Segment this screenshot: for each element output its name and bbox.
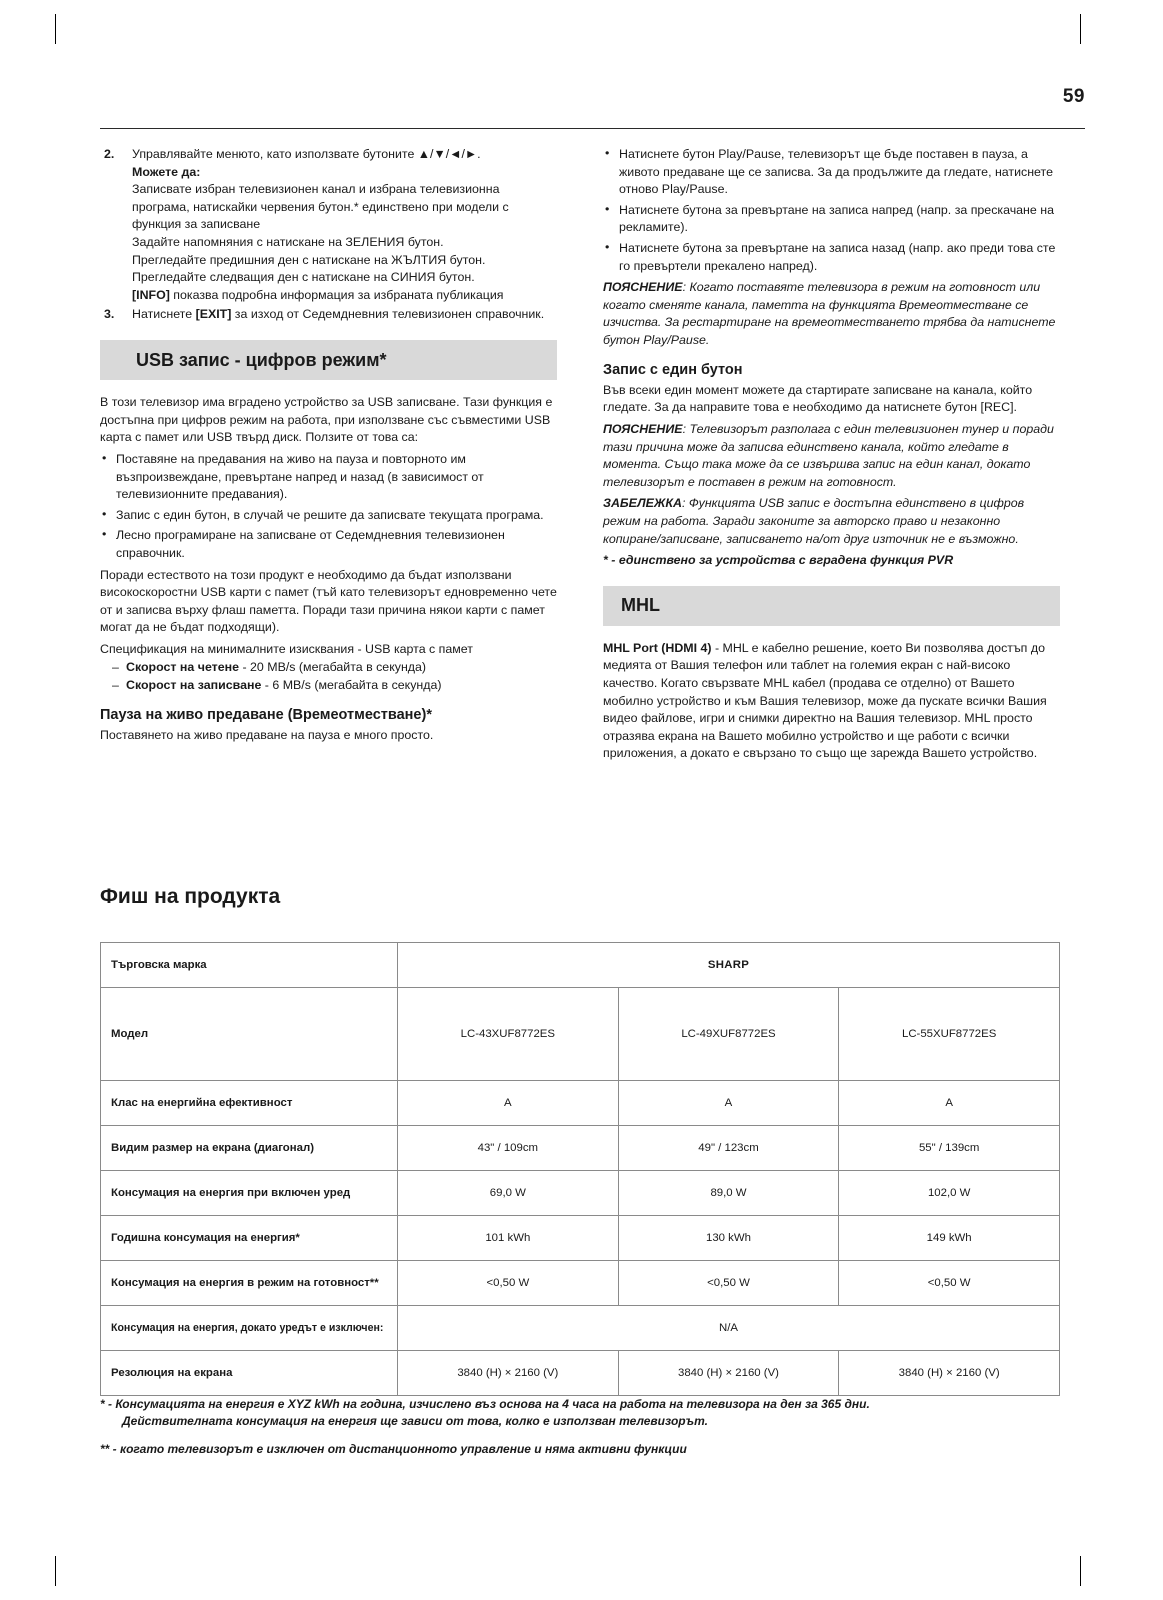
usb-intro: В този телевизор има вградено устройство за USB записване. Тази функция е достъпна при цифров режим на работа, при използване със съвместими USB карта с памет или USB твърд диск. Ползите от това са:	[100, 395, 553, 445]
row-value: A	[839, 1081, 1060, 1126]
step-2-line-3: Прегледайте предишния ден с натискане на ЖЪЛТИЯ бутон.	[132, 252, 486, 267]
model-value-3: LC-55XUF8772ES	[839, 988, 1060, 1081]
write-speed-value: - 6 MB/s (мегабайта в секунда)	[261, 678, 442, 693]
row-label: Видим размер на екрана (диагонал)	[101, 1126, 398, 1171]
list-item	[112, 677, 557, 695]
two-column-body	[100, 146, 1060, 767]
right-column	[603, 146, 1060, 767]
step-2-line-2: Задайте напомняния с натискане на ЗЕЛЕНИЯ бутон.	[132, 235, 444, 250]
usb-spec-list	[112, 659, 557, 695]
row-label: Годишна консумация на енергия*	[101, 1216, 398, 1261]
row-value: A	[398, 1081, 619, 1126]
table-row	[101, 1171, 1060, 1216]
resolution-value: 3840 (H) × 2160 (V)	[398, 1351, 619, 1396]
row-label: Консумация на енергия при включен уред	[101, 1171, 398, 1216]
usb-spec-intro: Спецификация на минималните изисквания - USB карта с памет	[100, 642, 473, 657]
note-timeshift	[603, 279, 1060, 349]
left-column	[100, 146, 557, 767]
playback-bullets	[603, 146, 1060, 275]
header-divider	[100, 128, 1085, 129]
read-speed-value: - 20 MB/s (мегабайта в секунда)	[239, 659, 427, 674]
crop-mark	[1080, 1556, 1081, 1586]
list-item: • Натиснете бутон Play/Pause, телевизорът ще бъде поставен в пауза, а живото предаване ще се записва. За да продължите да гледате, натиснете отново Play/Pause.	[603, 146, 1060, 199]
table-row	[101, 1306, 1060, 1351]
usb-benefits-list	[100, 451, 557, 563]
usb-section-header	[100, 340, 557, 380]
page-number: 59	[1062, 86, 1085, 107]
row-value: A	[618, 1081, 839, 1126]
row-value: <0,50 W	[839, 1261, 1060, 1306]
write-speed-label: Скорост на записване	[126, 678, 262, 693]
note-label: ПОЯСНЕНИЕ	[603, 280, 683, 295]
step-2	[100, 146, 557, 304]
list-item: • Запис с един бутон, в случай че решите да записвате текущата програма.	[100, 507, 557, 525]
resolution-value: 3840 (H) × 2160 (V)	[839, 1351, 1060, 1396]
row-value: <0,50 W	[618, 1261, 839, 1306]
list-item: • Поставяне на предавания на живо на пауза и повторното им възпроизвеждане, превъртане напред и назад (в зависимост от телевизионните предавания).	[100, 451, 557, 504]
row-value: 55" / 139cm	[839, 1126, 1060, 1171]
row-value: 69,0 W	[398, 1171, 619, 1216]
step-2-line-1: Записвате избран телевизионен канал и избрана телевизионна програма, натискайки червения бутон.* единствено при модели с функция за записване	[132, 182, 509, 232]
row-value: 102,0 W	[839, 1171, 1060, 1216]
read-speed-label: Скорост на четене	[126, 659, 240, 674]
table-row	[101, 1081, 1060, 1126]
row-value: 49" / 123cm	[618, 1126, 839, 1171]
list-item	[112, 659, 557, 677]
pvr-footnote: * - единствено за устройства с вградена функция PVR	[603, 553, 954, 568]
footnote-one	[100, 1396, 1060, 1431]
note-body: : Телевизорът разполага с един телевизионен тунер и поради тази причина може да записва единствено канала, който гледате в момента. Също така може да се извършва запис на един канал, докато телевизорът е поставен в режим на готовност.	[603, 421, 1054, 489]
note-copyright	[603, 495, 1060, 548]
mhl-port-label: MHL Port (HDMI 4)	[603, 640, 712, 655]
numbered-steps	[100, 146, 557, 324]
row-value: <0,50 W	[398, 1261, 619, 1306]
usb-after-text: Поради естеството на този продукт е необходимо да бъдат използвани високоскоростни USB карти с памет (тъй като телевизорът едновременно чете от и записва върху флаш паметта. Поради тази причина някои карти с памет могат да не бъдат подходящи).	[100, 567, 557, 635]
footnote-one-text: * - Консумацията на енергия е XYZ kWh на година, изчислено въз основа на 4 часа на работа на телевизора на ден за 365 дни.	[100, 1397, 870, 1411]
model-label: Модел	[101, 988, 398, 1081]
step-2-lead: Управлявайте менюто, като използвате бутоните ▲/▼/◄/►.	[132, 147, 481, 161]
model-value-2: LC-49XUF8772ES	[618, 988, 839, 1081]
crop-mark	[55, 1556, 56, 1586]
product-sheet-title: Фиш на продукта	[100, 885, 281, 908]
table-footnotes	[100, 1396, 1060, 1468]
row-value: 101 kWh	[398, 1216, 619, 1261]
one-touch-recording-heading: Запис с един бутон	[603, 361, 743, 378]
step-2-line-4: Прегледайте следващия ден с натискане на СИНИЯ бутон.	[132, 270, 475, 285]
step-3-number: 3.	[104, 307, 115, 322]
table-row	[101, 1126, 1060, 1171]
brand-label: Търговска марка	[101, 943, 398, 988]
row-value: 89,0 W	[618, 1171, 839, 1216]
step-3	[100, 306, 557, 324]
step-3-text	[132, 306, 557, 324]
product-sheet-table	[100, 942, 1060, 1396]
step-2-number: 2.	[104, 147, 115, 161]
table-row	[101, 1351, 1060, 1396]
list-item: • Натиснете бутона за превъртане на записа напред (напр. за прескачане на рекламите).	[603, 202, 1060, 237]
one-touch-recording-text: Във всеки един момент можете да стартирате записване на канала, който гледате. За да направите това е необходимо да натиснете бутон [REC].	[603, 382, 1033, 415]
step-3-suffix: за изход от Седемдневния телевизионен справочник.	[231, 307, 545, 322]
step-2-info-line	[132, 287, 557, 305]
info-key: [INFO]	[132, 287, 170, 302]
mhl-text	[603, 640, 1060, 763]
row-value: 149 kWh	[839, 1216, 1060, 1261]
model-value-1: LC-43XUF8772ES	[398, 988, 619, 1081]
note-body: : Когато поставяте телевизора в режим на готовност или когато сменяте канала, паметта на функцията Времеотместване се изчиства. За рестартиране на времеотместването трябва да натиснете бутон Play/Pause.	[603, 280, 1056, 348]
step-3-prefix: Натиснете	[132, 307, 196, 322]
timeshift-text: Поставянето на живо предаване на пауза е много просто.	[100, 727, 434, 742]
crop-mark	[55, 14, 56, 44]
row-label: Консумация на енергия в режим на готовност**	[101, 1261, 398, 1306]
resolution-value: 3840 (H) × 2160 (V)	[618, 1351, 839, 1396]
table-row	[101, 988, 1060, 1081]
brand-value: SHARP	[398, 943, 1060, 988]
mhl-section-title: MHL	[621, 595, 660, 616]
list-item: • Лесно програмиране на записване от Седемдневния телевизионен справочник.	[100, 527, 557, 562]
footnote-one-continued: Действителната консумация на енергия ще зависи от това, колко е използван телевизорът.	[122, 1414, 708, 1429]
table-row	[101, 1261, 1060, 1306]
list-item: • Натиснете бутона за превъртане на записа назад (напр. ако преди това сте го превъртели прекалено напред).	[603, 240, 1060, 275]
timeshift-heading: Пауза на живо предаване (Времеотместване)*	[100, 706, 432, 723]
off-mode-label: Консумация на енергия, докато уредът е изключен:	[101, 1306, 398, 1351]
mhl-section-header	[603, 586, 1060, 626]
resolution-label: Резолюция на екрана	[101, 1351, 398, 1396]
usb-section-title: USB запис - цифров режим*	[136, 349, 387, 370]
table-row	[101, 943, 1060, 988]
table-row	[101, 1216, 1060, 1261]
step-2-bold-line: Можете да:	[132, 164, 201, 179]
note-tuner	[603, 421, 1060, 491]
off-mode-value: N/A	[398, 1306, 1060, 1351]
footnote-two: ** - когато телевизорът е изключен от дистанционното управление и няма активни функции	[100, 1441, 687, 1456]
note-body: : Функцията USB запис е достъпна единствено в цифров режим на работа. Заради законите за авторско право и незаконно копиране/записване, записването на/от друг източник не е възможно.	[603, 496, 1025, 546]
row-value: 130 kWh	[618, 1216, 839, 1261]
note-label: ПОЯСНЕНИЕ	[603, 421, 683, 436]
info-text: показва подробна информация за избраната публикация	[169, 287, 504, 302]
crop-mark	[1080, 14, 1081, 44]
exit-key: [EXIT]	[195, 307, 232, 322]
row-value: 43" / 109cm	[398, 1126, 619, 1171]
row-label: Клас на енергийна ефективност	[101, 1081, 398, 1126]
mhl-description: - MHL е кабелно решение, което Ви позволява достъп до медията от Вашия телефон или таблет на големия екран с най-високо качество. Когато свързвате MHL кабел (продава се отделно) от Вашето мобилно устройство и към Вашия телевизор, може да пускате всички Вашия видео файлове, игри и снимки директно на Вашия телевизор. MHL просто отразява екрана на Вашето мобилно устройство и ще работи с всички приложения, а докато е свързано то също ще зарежда Вашето устройство.	[603, 640, 1047, 761]
note-label: ЗАБЕЛЕЖКА	[603, 496, 682, 511]
